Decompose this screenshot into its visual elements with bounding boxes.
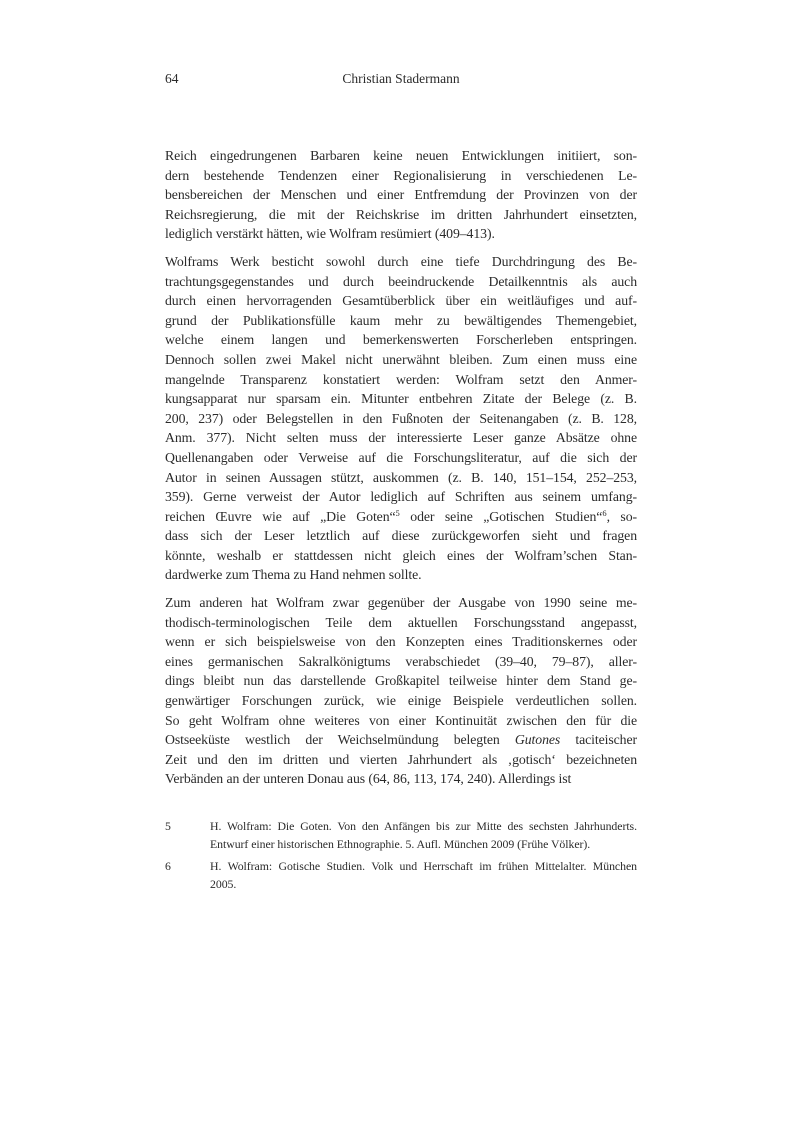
body-line: trachtungsgegenstandes und durch beeindruckende Detailkenntnis als auch (165, 273, 637, 289)
body-line: Ostseeküste westlich der Weichselmündung belegten Gutones taciteischer (165, 732, 637, 748)
body-line: genwärtiger Forschungen zurück, wie einige Beispiele verdeutlichen sollen. (165, 693, 637, 709)
body-line: dern bestehende Tendenzen einer Regionalisierung in verschiedenen Le- (165, 167, 637, 183)
body-line: thodisch-terminologischen Teile dem aktuellen Forschungsstand angepasst, (165, 614, 637, 630)
body-line: durch einen hervorragenden Gesamtüberblick über ein weitläufiges und auf- (165, 293, 637, 309)
body-line: Wolframs Werk besticht sowohl durch eine tiefe Durchdringung des Be- (165, 253, 637, 269)
footnote-text (210, 817, 637, 853)
body-line: 200, 237) oder Belegstellen in den Fußnoten der Seitenangaben (z. B. 128, (165, 410, 637, 426)
body-line: dardwerke zum Thema zu Hand nehmen sollte. (165, 567, 422, 583)
footnote-ref: 6 (602, 507, 607, 518)
body-line: Dennoch sollen zwei Makel nicht unerwähnt bleiben. Zum einen muss eine (165, 351, 637, 367)
body-line: bensbereichen der Menschen und einer Entfremdung der Provinzen von der (165, 187, 637, 203)
body-line: Quellenangaben oder Verweise auf die Forschungsliteratur, auf die sich der (165, 449, 637, 465)
footnote-line: H. Wolfram: Die Goten. Von den Anfängen bis zur Mitte des sechsten Jahrhunderts. (210, 819, 637, 833)
body-line: So geht Wolfram ohne weiteres von einer Kontinuität zwischen den für die (165, 712, 637, 728)
footnotes (165, 817, 637, 893)
footnote-line: Entwurf einer historischen Ethnographie. 5. Aufl. München 2009 (Frühe Völker). (210, 837, 591, 851)
footnote-number: 5 (165, 819, 171, 833)
page-header (165, 71, 637, 87)
body-line: wenn er sich beispielsweise von den Konzepten eines Traditionskernes oder (165, 634, 637, 650)
italic-term: Gutones (514, 732, 561, 748)
footnote-line: H. Wolfram: Gotische Studien. Volk und Herrschaft im frühen Mittelalter. München (210, 859, 637, 873)
body-text (165, 146, 637, 789)
body-line: Reichsregierung, die mit der Reichskrise im dritten Jahrhundert einsetzten, (165, 206, 637, 222)
body-line: eines germanischen Sakralkönigtums verabschiedet (39–40, 79–87), aller- (165, 653, 637, 669)
body-line: welche einem langen und bemerkenswerten Forscherleben entspringen. (165, 332, 637, 348)
body-line: Anm. 377). Nicht selten muss der interessierte Leser ganze Absätze ohne (165, 430, 637, 446)
paragraph (165, 252, 637, 585)
body-line: mangelnde Transparenz konstatiert werden: Wolfram setzt den Anmer- (165, 371, 637, 387)
paragraph (165, 593, 637, 789)
footnote-number: 6 (165, 859, 171, 873)
footnote (165, 817, 637, 853)
running-header: Christian Stadermann (342, 71, 460, 86)
body-line: Verbänden an der unteren Donau aus (64, 86, 113, 174, 240). Allerdings ist (165, 771, 572, 787)
body-line: Zeit und den im dritten und vierten Jahrhundert als ‚gotisch‘ bezeichneten (165, 751, 637, 767)
body-line: dings bleibt nun das darstellende Großkapitel teilweise hinter dem Stand ge- (165, 673, 637, 689)
body-line: lediglich verstärkt hätten, wie Wolfram resümiert (409–413). (165, 226, 495, 242)
footnote-text (210, 857, 637, 893)
footnote (165, 857, 637, 893)
body-line: kungsapparat nur sparsam ein. Mitunter entbehren Zitate der Belege (z. B. (165, 391, 637, 407)
body-line: 359). Gerne verweist der Autor lediglich auf Schriften aus seinem umfang- (165, 489, 637, 505)
body-line: Zum anderen hat Wolfram zwar gegenüber der Ausgabe von 1990 seine me- (165, 595, 637, 611)
body-line: Reich eingedrungenen Barbaren keine neuen Entwicklungen initiiert, son- (165, 148, 637, 163)
body-line: reichen Œuvre wie auf „Die Goten“$^5$ oder seine „Gotischen Studien“$^6$, so- (165, 507, 637, 524)
body-line: könnte, weshalb er stattdessen nicht gleich eines der Wolfram’schen Stan- (165, 547, 637, 563)
body-line: grund der Publikationsfülle kaum mehr zu bewältigendes Themengebiet, (165, 312, 637, 328)
paragraph (165, 146, 637, 244)
footnote-ref: 5 (395, 507, 400, 518)
body-line: dass sich der Leser letztlich auf diese zurückgeworfen sieht und fragen (165, 528, 637, 544)
footnote-line: 2005. (210, 877, 237, 891)
body-line: Autor in seinen Aussagen stützt, auskommen (z. B. 140, 151–154, 252–253, (165, 469, 637, 485)
page-number: 64 (165, 71, 179, 86)
